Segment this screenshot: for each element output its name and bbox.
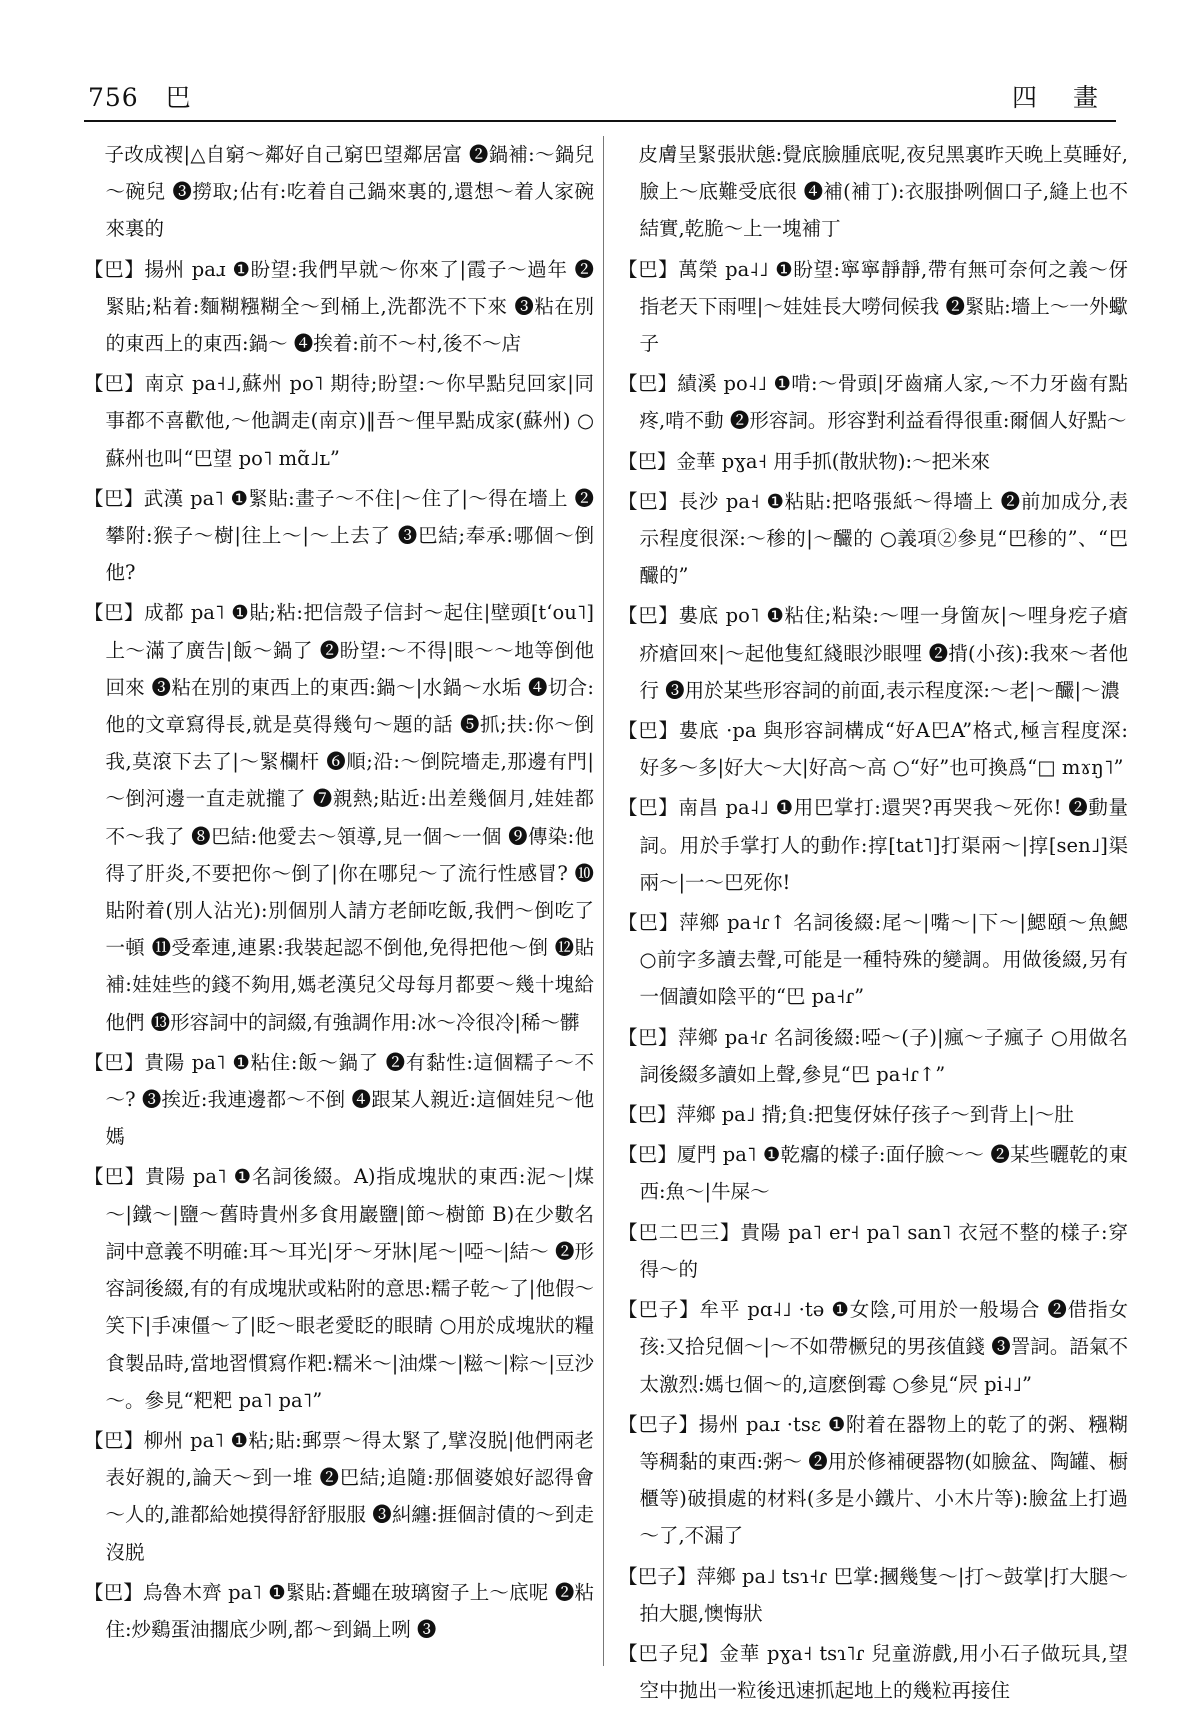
dictionary-entry: 【巴】萍鄉 pa˧ɾ↑ 名詞後綴:尾～|嘴～|下～|鰓頤～魚鰓 ○前字多讀去聲,可能是一種特殊的變調。用做後綴,另有一個讀如陰平的“巴 pa˧ɾ”	[618, 911, 1128, 1009]
dictionary-entry: 【巴】萍鄉 pa˩ 揹;負:把隻伢妹仔孩子～到背上|～肚	[618, 1103, 1074, 1127]
header-left	[88, 78, 192, 114]
dictionary-entry: 【巴】南京 pa˧˩,蘇州 po˥ 期待;盼望:～你早點兒回家|同事都不喜歡他,～他調走(南京)‖吾～俚早點成家(蘇州) ○蘇州也叫“巴望 po˥ mɑ̃˩ʟ”	[84, 372, 594, 470]
dictionary-entry: 【巴】貴陽 pa˥ ❶粘住:飯～鍋了 ❷有黏性:這個糯子～不～? ❸挨近:我連邊都～不倒 ❹跟某人親近:這個娃兒～他媽	[84, 1050, 594, 1149]
dictionary-entry: 【巴子】揚州 paɹ ·tsɛ ❶附着在器物上的乾了的粥、糨糊等稠黏的東西:粥～ ❷用於修補硬器物(如臉盆、陶罐、橱櫃等)破損處的材料(多是小鐵片、小木片等):臉盆上打過～了,不漏了	[618, 1412, 1128, 1548]
dictionary-entry: 【巴】婁底 ·pa 與形容詞構成“好A巴A”格式,極言程度深:好多～多|好大～大|好高～高 ○“好”也可換爲“□ mɤŋ˥”	[618, 719, 1128, 780]
dictionary-entry: 【巴】武漢 pa˥ ❶緊貼:畫子～不住|～住了|～得在墻上 ❷攀附:猴子～樹|往上～|～上去了 ❸巴結;奉承:哪個～倒他?	[84, 486, 594, 585]
left-column	[84, 136, 594, 1666]
column-divider	[603, 136, 604, 1666]
dictionary-entry: 【巴】萬榮 pa˨˩ ❶盼望:寧寧靜靜,帶有無可奈何之義～伢指老天下雨哩|～娃娃長大嘮伺候我 ❷緊貼:墻上～一外蠍子	[618, 257, 1128, 356]
dictionary-entry: 【巴子】萍鄉 pa˩ tsɿ˧ɾ 巴掌:摑幾隻～|打～鼓掌|打大腿～拍大腿,懊悔狀	[618, 1564, 1128, 1625]
section-title: 四 畫	[1012, 83, 1112, 112]
dictionary-entry: 【巴】成都 pa˥ ❶貼;粘:把信殼子信封～起住|壁頭[tʻou˥]上～滿了廣告|飯～鍋了 ❷盼望:～不得|眼～～地等倒他回來 ❸粘在別的東西上的東西:鍋～|水鍋～水垢 ❹切合:他的文章寫得長,就是莫得幾句～題的話 ❺抓;扶:你～倒我,莫滾下去了|～緊欄杆 ❻順;沿:～倒院墻走,那邊有門|～倒河邊一直走就攏了 ❼親熱;貼近:出差幾個月,娃娃都不～我了 ❽巴結:他愛去～領導,見一個～一個 ❾傳染:他得了肝炎,不要把你～倒了|你在哪兒～了流行性感冒? ❿貼附着(別人沾光):別個別人請方老師吃飯,我們～倒吃了一頓 ⓫受牽連,連累:我裝起認不倒他,免得把他～倒 ⓬貼補:娃娃些的錢不夠用,媽老漢兒父母每月都要～幾十塊給他們 ⓭形容詞中的詞綴,有強調作用:冰～冷很冷|稀～髒	[84, 601, 594, 1034]
dictionary-entry: 【巴】厦門 pa˥ ❶乾癟的樣子:面仔臉～～ ❷某些曬乾的東西:魚～|牛屎～	[618, 1143, 1128, 1204]
dictionary-entry: 【巴】績溪 po˨˩ ❶啃:～骨頭|牙齒痛人家,～不力牙齒有點疼,啃不動 ❷形容詞。形容對利益看得很重:爾個人好點～	[618, 372, 1128, 433]
dictionary-entry: 【巴子兒】金華 pɣa˧ tsɿ˥ɾ 兒童游戲,用小石子做玩具,望空中拋出一粒後迅速抓起地上的幾粒再接住	[618, 1641, 1128, 1703]
dictionary-entry: 子改成褉|△自窮～鄰好自己窮巴望鄰居富 ❷鍋補:～鍋兒～碗兒 ❸撈取;佔有:吃着自己鍋來裏的,還想～着人家碗來裏的	[104, 143, 594, 241]
dictionary-entry: 【巴】長沙 pa˧ ❶粘貼:把咯張紙～得墻上 ❷前加成分,表示程度很深:～䅟的|～釅的 ○義項②參見“巴䅟的”、“巴釅的”	[618, 489, 1128, 588]
dictionary-entry: 【巴子】牟平 pɑ˨˩ ·tə ❶女陰,可用於一般場合 ❷借指女孩:又拾兒個～|～不如帶橛兒的男孩值錢 ❸詈詞。語氣不太激烈:媽乜個～的,這麽倒霉 ○參見“屄 pi˨˩”	[618, 1298, 1128, 1396]
dictionary-entry: 【巴】烏魯木齊 pa˥ ❶緊貼:蒼蠅在玻璃窗子上～底呢 ❷粘住:炒鷄蛋油擱底少咧,都～到鍋上咧 ❸	[84, 1580, 594, 1641]
dictionary-entry: 【巴】揚州 paɹ ❶盼望:我們早就～你來了|霞子～過年 ❷緊貼;粘着:麵糊糨糊全～到桶上,洗都洗不下來 ❸粘在別的東西上的東西:鍋～ ❹挨着:前不～村,後不～店	[84, 257, 594, 356]
dictionary-entry: 【巴】金華 pɣa˧ 用手抓(散狀物):～把米來	[618, 449, 991, 473]
dictionary-entry: 【巴】柳州 pa˥ ❶粘;貼:郵票～得太緊了,擘沒脱|他們兩老表好親的,論天～到一堆 ❷巴結;追隨:那個婆娘好認得會～人的,誰都給她摸得舒舒服服 ❸糾纏:捱個討債的～到走沒脱	[84, 1428, 594, 1564]
dictionary-entry: 【巴】婁底 po˥ ❶粘住;粘染:～哩一身箇灰|～哩身疙子瘡疥瘡回來|～起他隻紅綫眼沙眼哩 ❷揹(小孩):我來～者他行 ❸用於某些形容詞的前面,表示程度深:～老|～釅|～濃	[618, 604, 1128, 702]
page-number: 756	[88, 83, 139, 112]
dictionary-entry: 【巴】南昌 pa˨˩ ❶用巴掌打:還哭?再哭我～死你! ❷動量詞。用於手掌打人的動作:㨃[tat˥]打渠兩～|㨃[sen˩]渠兩～|一～巴死你!	[618, 796, 1128, 894]
right-column	[618, 136, 1128, 1703]
page-header	[84, 72, 1116, 122]
dictionary-entry: 【巴二巴三】貴陽 pa˥ er˧ pa˥ san˥ 衣冠不整的樣子:穿得～的	[618, 1220, 1128, 1281]
dictionary-entry: 【巴】萍鄉 pa˧ɾ 名詞後綴:啞～(子)|瘋～子瘋子 ○用做名詞後綴多讀如上聲,參見“巴 pa˧ɾ↑”	[618, 1025, 1128, 1086]
dictionary-entry: 【巴】貴陽 pa˥ ❶名詞後綴。A)指成塊狀的東西:泥～|煤～|鐵～|鹽～舊時貴州多食用巖鹽|節～樹節 B)在少數名詞中意義不明確:耳～耳光|牙～牙牀|尾～|啞～|結～ ❷形容詞後綴,有的有成塊狀或粘附的意思:糯子乾～了|他假～笑下|手凍僵～了|眨～眼老愛眨的眼睛 ○用於成塊狀的糧食製品時,當地習慣寫作粑:糯米～|油煠～|糍～|粽～|豆沙～。參見“粑粑 pa˥ pa˥”	[84, 1165, 594, 1412]
header-radical: 巴	[165, 83, 192, 112]
dictionary-entry: 皮膚呈緊張狀態:覺底臉腫底呢,夜兒黑裏昨天晚上莫睡好,臉上～底難受底很 ❹補(補丁):衣服掛咧個口子,縫上也不結實,乾脆～上一塊補丁	[638, 143, 1128, 241]
